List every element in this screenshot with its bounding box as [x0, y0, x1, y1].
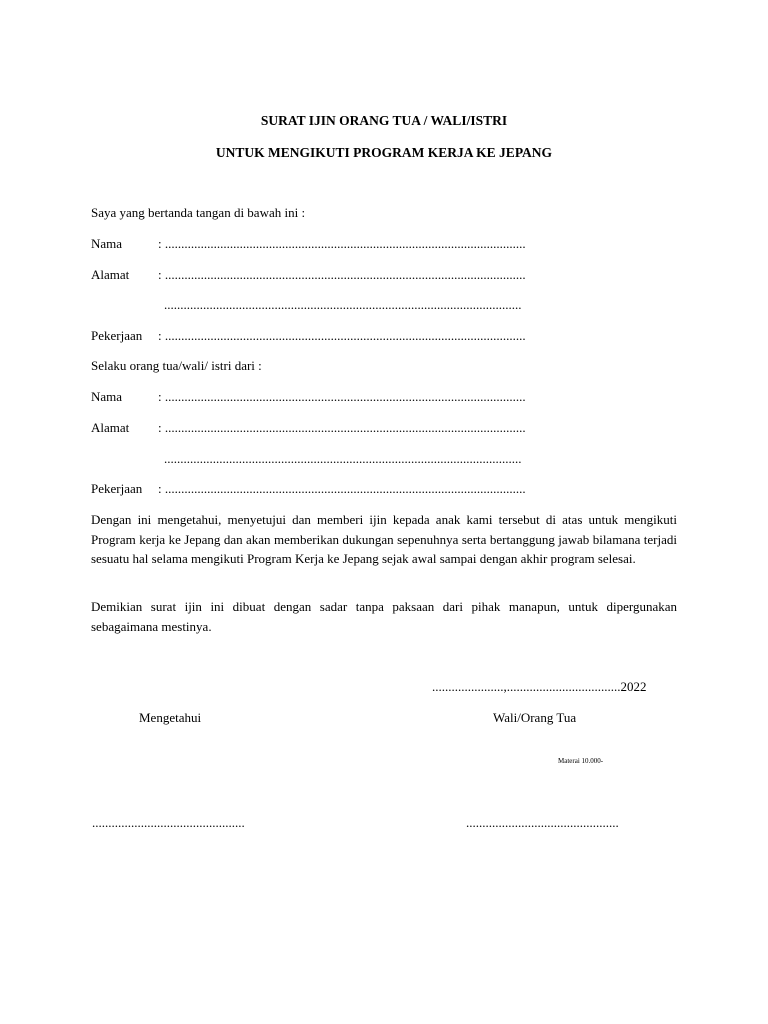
left-signature-line: ............................................... — [92, 815, 245, 830]
place-date-line: ......................,...................................2022 — [432, 679, 647, 694]
occupation-label: Pekerjaan — [91, 328, 143, 343]
child-address-field: : ............................................................................................................... — [158, 420, 526, 435]
child-name-label: Nama — [91, 389, 123, 404]
address-field: : ............................................................................................................... — [158, 267, 526, 282]
title-line-2: UNTUK MENGIKUTI PROGRAM KERJA KE JEPANG — [215, 145, 553, 160]
right-signature-line: ............................................... — [466, 815, 619, 830]
title-line-1: SURAT IJIN ORANG TUA / WALI/ISTRI — [260, 113, 508, 128]
address-label: Alamat — [91, 267, 130, 282]
acknowledged-by-label: Mengetahui — [139, 710, 202, 725]
name-field: : ............................................................................................................... — [158, 236, 526, 251]
intro-text: Saya yang bertanda tangan di bawah ini : — [91, 205, 306, 220]
child-occupation-label: Pekerjaan — [91, 481, 143, 496]
closing-paragraph: Demikian surat ijin ini dibuat dengan sadar tanpa paksaan dari pihak manapun, untuk dipergunakan sebagaimana mestinya. — [91, 599, 677, 634]
occupation-field: : ............................................................................................................... — [158, 328, 526, 343]
child-address-continuation-field: .............................................................................................................. — [164, 451, 522, 466]
guardian-label: Wali/Orang Tua — [493, 710, 577, 725]
child-occupation-field: : ............................................................................................................... — [158, 481, 526, 496]
stamp-duty-note: Materai 10.000- — [558, 757, 604, 765]
address-continuation-field: .............................................................................................................. — [164, 297, 522, 312]
child-address-label: Alamat — [91, 420, 130, 435]
as-parent-of-text: Selaku orang tua/wali/ istri dari : — [91, 358, 262, 373]
consent-paragraph: Dengan ini mengetahui, menyetujui dan memberi ijin kepada anak kami tersebut di atas untuk mengikuti Program kerja ke Jepang dan akan memberikan dukungan sepenuhnya serta bertanggung jawab bilamana terjadi sesuatu hal selama mengikuti Program Kerja ke Jepang sejak awal sampai dengan akhir program selesai. — [91, 512, 677, 566]
name-label: Nama — [91, 236, 123, 251]
child-name-field: : ............................................................................................................... — [158, 389, 526, 404]
